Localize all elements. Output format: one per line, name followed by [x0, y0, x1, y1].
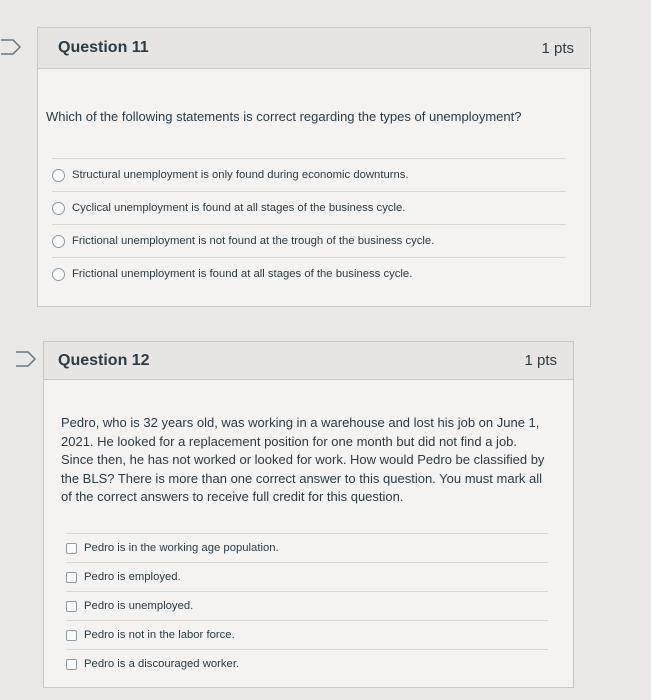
question-card — [37, 27, 591, 307]
answer-option[interactable] — [66, 533, 548, 562]
question-title: Question 12 — [58, 351, 150, 369]
checkbox-icon[interactable] — [66, 630, 77, 641]
answer-option[interactable] — [52, 224, 566, 257]
answer-option[interactable] — [66, 562, 548, 591]
radio-button-icon[interactable] — [52, 268, 65, 281]
bookmark-icon[interactable] — [0, 39, 22, 55]
radio-button-icon[interactable] — [52, 202, 65, 215]
answer-option[interactable] — [66, 591, 548, 620]
question-text: Which of the following statements is correct regarding the types of unemployment? — [46, 109, 522, 124]
checkbox-icon[interactable] — [66, 572, 77, 583]
radio-button-icon[interactable] — [52, 235, 65, 248]
radio-button-icon[interactable] — [52, 169, 65, 182]
answer-label: Frictional unemployment is found at all stages of the business cycle. — [72, 268, 413, 280]
bookmark-icon[interactable] — [15, 351, 37, 367]
question-card — [43, 341, 574, 688]
question-points: 1 pts — [541, 39, 574, 57]
question-text: Pedro, who is 32 years old, was working in a warehouse and lost his job on June 1, 2021. He looked for a replacement position for one month but did not find a job. Since then, he has not worked or looked for work. How would Pedro be classified by the BLS? There is more than one correct answer to this question. You must mark all of the correct answers to receive full credit for this question. — [61, 415, 545, 504]
answer-label: Frictional unemployment is not found at the trough of the business cycle. — [72, 235, 435, 247]
checkbox-icon[interactable] — [66, 601, 77, 612]
answer-label: Pedro is a discouraged worker. — [84, 658, 240, 670]
answer-option[interactable] — [52, 158, 566, 191]
answer-label: Pedro is in the working age population. — [84, 542, 279, 554]
question-header — [44, 342, 573, 380]
answer-option[interactable] — [52, 191, 566, 224]
answer-label: Pedro is unemployed. — [84, 600, 194, 612]
question-header — [38, 28, 590, 69]
answer-list — [66, 533, 548, 678]
question-points: 1 pts — [524, 352, 557, 369]
answer-option[interactable] — [52, 257, 566, 290]
answer-option[interactable] — [66, 649, 548, 678]
answer-option[interactable] — [66, 620, 548, 649]
answer-label: Structural unemployment is only found during economic downturns. — [72, 169, 409, 181]
answer-label: Cyclical unemployment is found at all stages of the business cycle. — [72, 202, 406, 214]
answer-list — [52, 158, 566, 290]
answer-label: Pedro is employed. — [84, 571, 181, 583]
question-title: Question 11 — [58, 39, 149, 56]
checkbox-icon[interactable] — [66, 543, 77, 554]
answer-label: Pedro is not in the labor force. — [84, 629, 235, 641]
checkbox-icon[interactable] — [66, 659, 77, 670]
